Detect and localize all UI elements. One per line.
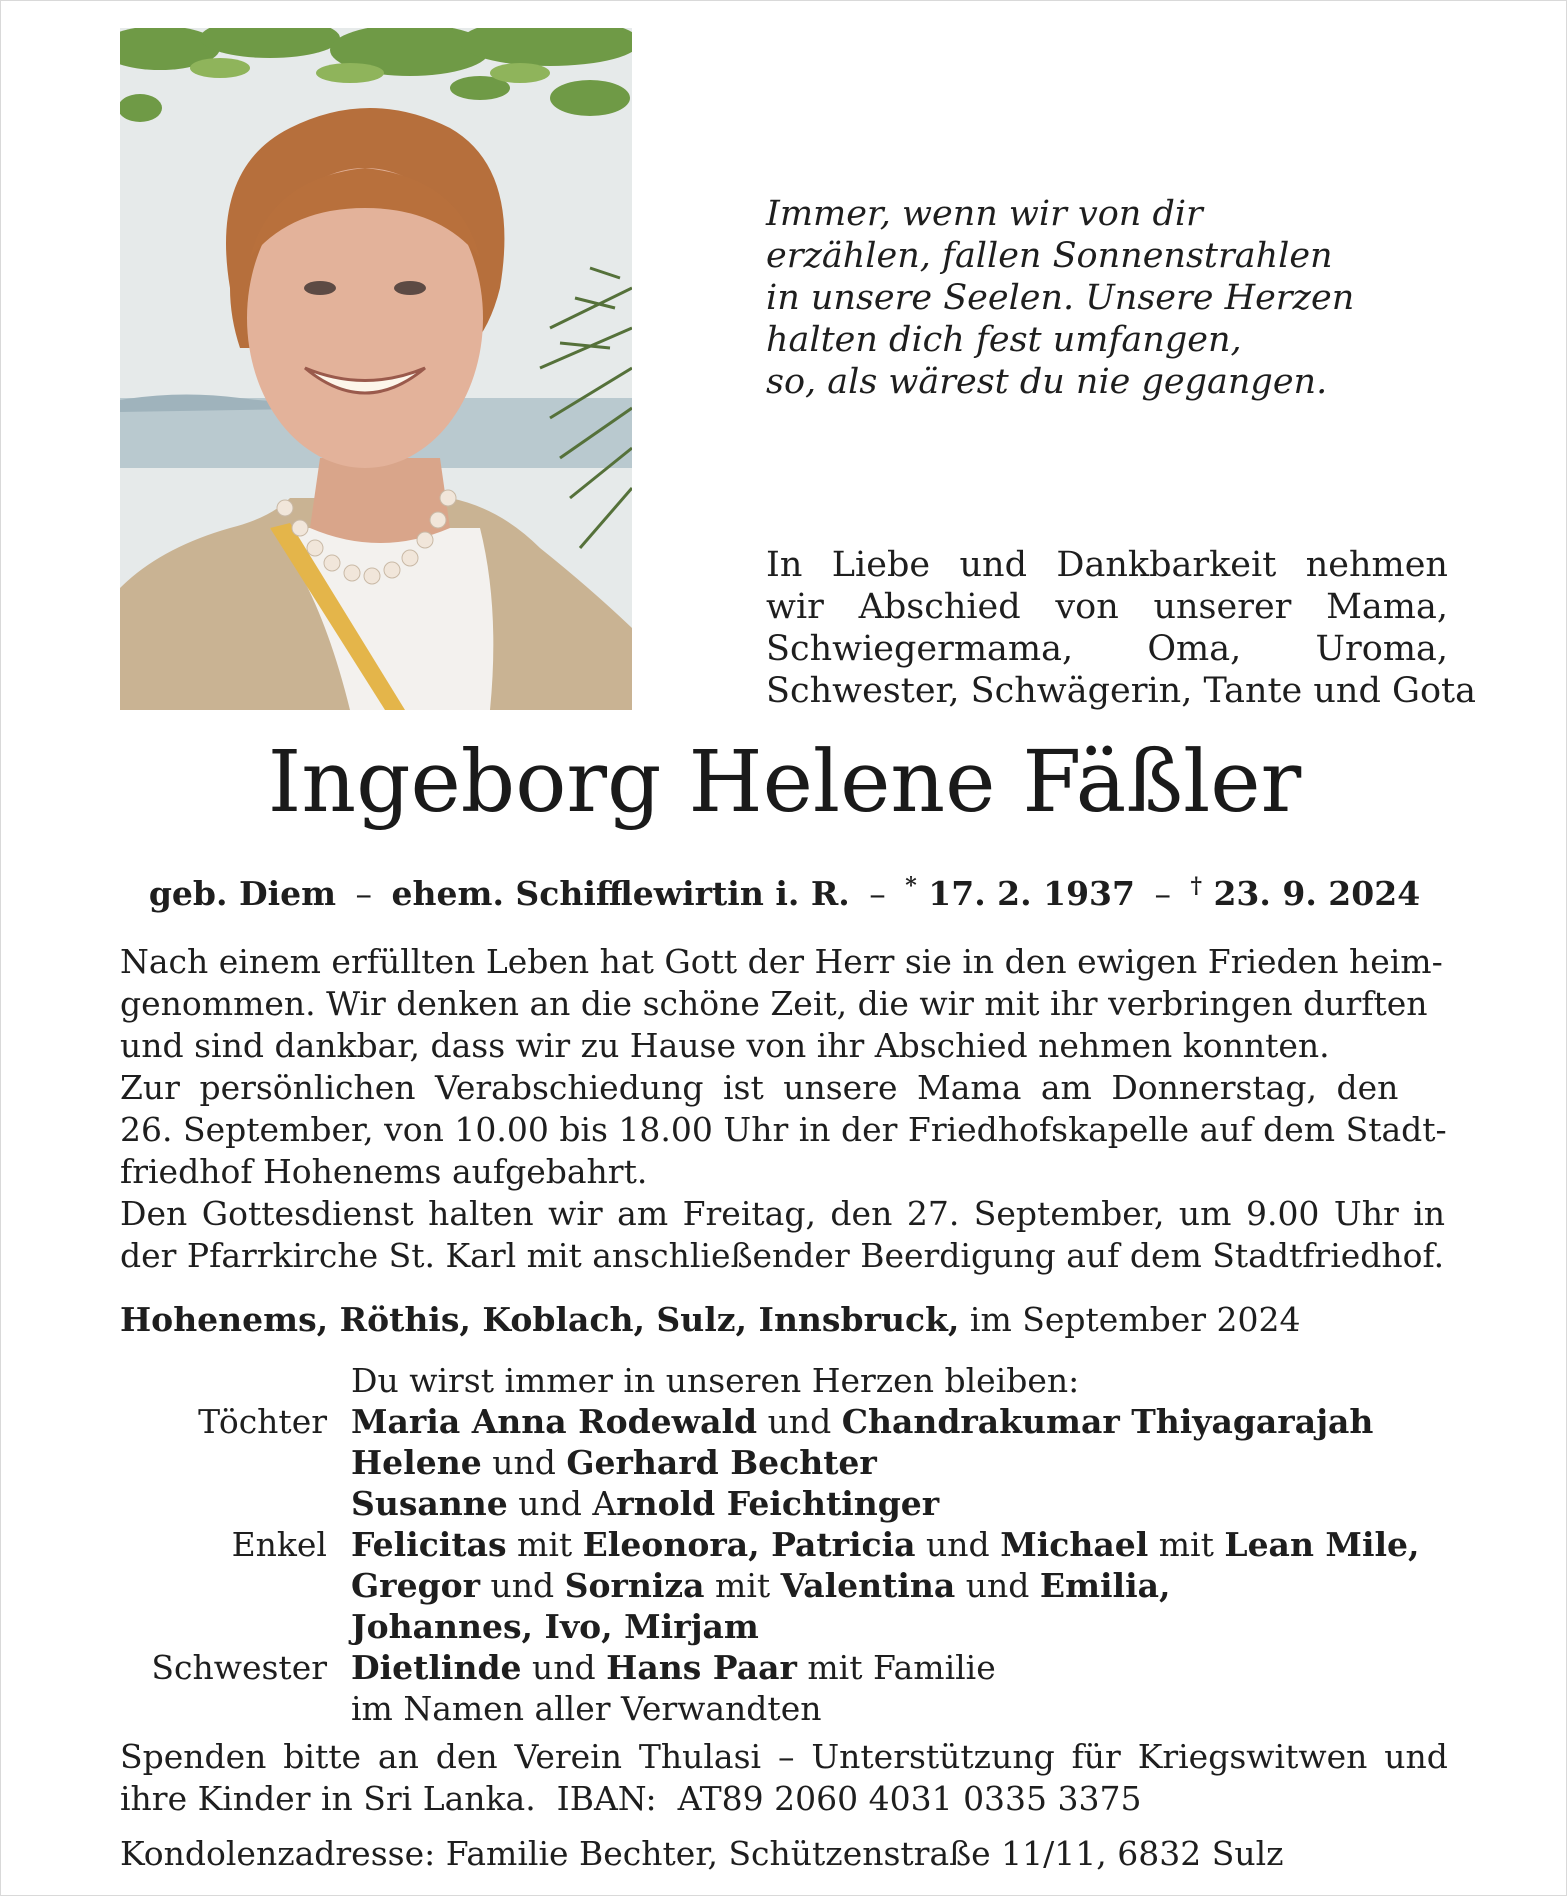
maiden-name: geb. Diem bbox=[148, 874, 337, 913]
mourners-list bbox=[120, 1360, 1448, 1729]
connector-text: im Namen aller Verwandten bbox=[351, 1689, 822, 1728]
poem-line: Immer, wenn wir von dir bbox=[766, 194, 1203, 234]
intro-word: Oma, bbox=[1147, 629, 1242, 669]
donation-word: und bbox=[1384, 1737, 1448, 1776]
mourner-row bbox=[120, 1647, 1448, 1688]
relation-label bbox=[120, 1688, 351, 1729]
intro-word: Dankbarkeit bbox=[1056, 545, 1277, 585]
body-line: und sind dankbar, dass wir zu Hause von ihr Abschied nehmen konnten. bbox=[120, 1026, 1330, 1065]
intro-word: Schwiegermama, bbox=[766, 629, 1074, 669]
connector-text: und bbox=[521, 1648, 607, 1687]
mourner-names bbox=[351, 1647, 996, 1688]
person-name: rnold Feichtinger bbox=[616, 1484, 940, 1523]
mourners-heading: Du wirst immer in unseren Herzen bleiben: bbox=[351, 1361, 1080, 1400]
mourner-names bbox=[351, 1442, 877, 1483]
donation-word: Spenden bbox=[120, 1737, 267, 1776]
mourner-row bbox=[120, 1688, 1448, 1729]
poem bbox=[766, 193, 1355, 403]
body-line: der Pfarrkirche St. Karl mit anschließender Beerdigung auf dem Stadtfriedhof. bbox=[120, 1236, 1445, 1275]
donation-line: ihre Kinder in Sri Lanka. IBAN: AT89 2060 4031 0335 3375 bbox=[120, 1779, 1142, 1818]
body-line: genommen. Wir denken an die schöne Zeit, die wir mit ihr verbringen durften bbox=[120, 984, 1428, 1023]
connector-text: und A bbox=[507, 1484, 617, 1523]
donation-word: an bbox=[377, 1737, 419, 1776]
connector-text: mit Familie bbox=[796, 1648, 996, 1687]
relation-label: Enkel bbox=[231, 1525, 327, 1564]
body-line: friedhof Hohenems aufgebahrt. bbox=[120, 1152, 648, 1191]
connector-text: mit bbox=[704, 1566, 781, 1605]
body-line: Den Gottesdienst halten wir am Freitag, den 27. September, um 9.00 Uhr in bbox=[120, 1194, 1446, 1233]
donation-word: Verein bbox=[514, 1737, 622, 1776]
connector-text: und bbox=[915, 1525, 1001, 1564]
body-line: Zur persönlichen Verabschiedung ist unsere Mama am Donnerstag, den bbox=[120, 1068, 1399, 1107]
body-line: 26. September, von 10.00 bis 18.00 Uhr in der Friedhofskapelle auf dem Stadt- bbox=[120, 1110, 1447, 1149]
intro-word: und bbox=[959, 545, 1027, 585]
person-name: Valentina bbox=[780, 1566, 956, 1605]
announcement-body bbox=[120, 941, 1448, 1277]
person-name: Chandrakumar Thiyagarajah bbox=[841, 1402, 1374, 1441]
date: im September 2024 bbox=[969, 1300, 1301, 1339]
poem-line: in unsere Seelen. Unsere Herzen bbox=[766, 278, 1355, 318]
person-name: Emilia, bbox=[1039, 1566, 1171, 1605]
mourner-row bbox=[120, 1565, 1448, 1606]
intro-word: Schwester, Schwägerin, Tante und Gota bbox=[766, 671, 1476, 711]
mourner-row bbox=[120, 1401, 1448, 1442]
intro-word: von bbox=[1055, 587, 1119, 627]
intro-line bbox=[766, 628, 1448, 670]
intro-word: Liebe bbox=[831, 545, 931, 585]
mourner-row bbox=[120, 1442, 1448, 1483]
intro-line bbox=[766, 544, 1448, 586]
donation-word: Unterstützung bbox=[811, 1737, 1055, 1776]
life-details bbox=[1, 864, 1567, 916]
separator: – bbox=[1154, 874, 1171, 913]
person-name: Michael bbox=[1000, 1525, 1149, 1564]
body-line: Nach einem erfüllten Leben hat Gott der Herr sie in den ewigen Frieden heim- bbox=[120, 942, 1443, 981]
mourners-heading-row bbox=[120, 1360, 1448, 1401]
separator: – bbox=[355, 874, 373, 913]
intro-text bbox=[766, 544, 1476, 712]
condolence-address: Kondolenzadresse: Familie Bechter, Schützenstraße 11/11, 6832 Sulz bbox=[120, 1834, 1284, 1873]
connector-text: und bbox=[955, 1566, 1040, 1605]
occupation: ehem. Schifflewirtin i. R. bbox=[391, 874, 850, 913]
donation-line bbox=[120, 1736, 1448, 1778]
connector-text: und bbox=[757, 1402, 842, 1441]
donation-word: für bbox=[1071, 1737, 1121, 1776]
birth-symbol: * bbox=[905, 873, 917, 899]
intro-word: wir bbox=[766, 587, 824, 627]
connector-text: und bbox=[481, 1443, 567, 1482]
towns: Hohenems, Röthis, Koblach, Sulz, Innsbruck, bbox=[120, 1300, 960, 1339]
donation-word: bitte bbox=[283, 1737, 362, 1776]
donation-word: Kriegswitwen bbox=[1137, 1737, 1368, 1776]
relation-label bbox=[120, 1483, 351, 1524]
place-date bbox=[120, 1299, 1448, 1341]
person-name: Felicitas bbox=[351, 1525, 507, 1564]
person-name: Gregor bbox=[351, 1566, 481, 1605]
intro-line bbox=[766, 586, 1448, 628]
relation-label bbox=[120, 1442, 351, 1483]
donation-word: Thulasi bbox=[638, 1737, 762, 1776]
person-name: Maria Anna Rodewald bbox=[351, 1402, 758, 1441]
mourner-row bbox=[120, 1524, 1448, 1565]
person-name: Helene bbox=[351, 1443, 482, 1482]
poem-line: so, als wärest du nie gegangen. bbox=[766, 362, 1328, 402]
person-name: Johannes, Ivo, Mirjam bbox=[351, 1607, 759, 1646]
mourner-names bbox=[351, 1565, 1170, 1606]
intro-word: nehmen bbox=[1305, 545, 1448, 585]
deceased-name: Ingeborg Helene Fäßler bbox=[267, 733, 1302, 832]
person-name: Gerhard Bechter bbox=[566, 1443, 877, 1482]
mourner-row bbox=[120, 1606, 1448, 1647]
person-name: Susanne bbox=[351, 1484, 508, 1523]
birth-date: 17. 2. 1937 bbox=[928, 874, 1135, 913]
intro-line bbox=[766, 670, 1476, 712]
intro-word: In bbox=[766, 545, 803, 585]
poem-line: halten dich fest umfangen, bbox=[766, 320, 1242, 360]
person-name: Lean Mile, bbox=[1224, 1525, 1420, 1564]
connector-text: mit bbox=[506, 1525, 583, 1564]
person-name: Sorniza bbox=[564, 1566, 705, 1605]
donation-note bbox=[120, 1736, 1448, 1820]
donation-word: den bbox=[435, 1737, 498, 1776]
intro-word: Abschied bbox=[858, 587, 1021, 627]
relation-label: Töchter bbox=[198, 1402, 327, 1441]
intro-word: unserer bbox=[1153, 587, 1292, 627]
person-name: Eleonora, Patricia bbox=[582, 1525, 916, 1564]
death-date: 23. 9. 2024 bbox=[1213, 874, 1421, 913]
mourner-names bbox=[351, 1606, 759, 1647]
connector-text: mit bbox=[1148, 1525, 1225, 1564]
separator: – bbox=[869, 874, 886, 913]
mourner-names bbox=[351, 1401, 1373, 1442]
relation-label bbox=[120, 1606, 351, 1647]
person-name: Dietlinde bbox=[351, 1648, 522, 1687]
death-symbol: † bbox=[1190, 873, 1202, 899]
intro-word: Mama, bbox=[1326, 587, 1448, 627]
donation-word: – bbox=[777, 1737, 795, 1776]
portrait-photo bbox=[120, 28, 632, 710]
relation-label bbox=[120, 1565, 351, 1606]
mourner-names bbox=[351, 1688, 821, 1729]
mourner-names bbox=[351, 1524, 1420, 1565]
intro-word: Uroma, bbox=[1315, 629, 1448, 669]
mourner-names bbox=[351, 1483, 939, 1524]
person-name: Hans Paar bbox=[606, 1648, 797, 1687]
mourner-row bbox=[120, 1483, 1448, 1524]
poem-line: erzählen, fallen Sonnenstrahlen bbox=[766, 236, 1333, 276]
connector-text: und bbox=[480, 1566, 565, 1605]
relation-label: Schwester bbox=[151, 1648, 327, 1687]
